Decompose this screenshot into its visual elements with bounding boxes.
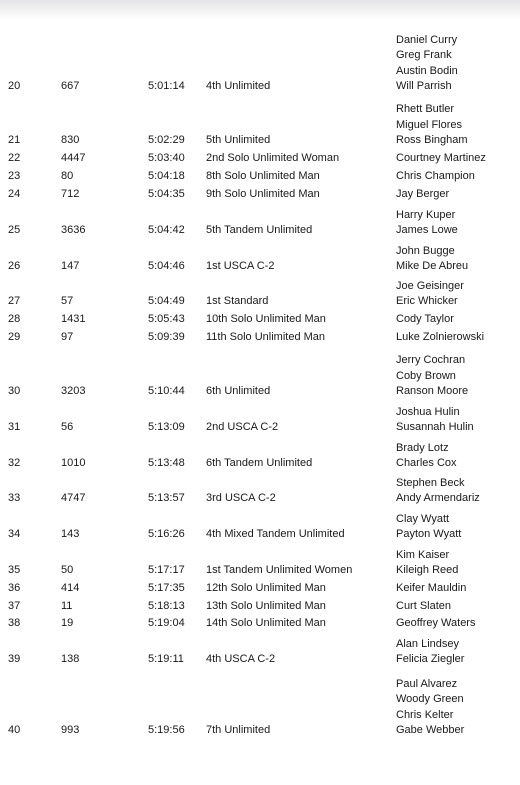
finish-time-cell: 5:19:56	[148, 724, 185, 736]
class-result-cell: 9th Solo Unlimited Man	[206, 188, 320, 200]
result-row	[0, 476, 520, 505]
finish-time-cell: 5:04:49	[148, 295, 185, 307]
crew-member-name: Chris Champion	[396, 170, 475, 183]
boat-number-cell: 3203	[61, 385, 86, 397]
place-cell: 31	[8, 421, 21, 433]
crew-list	[396, 187, 449, 203]
boat-number-cell: 97	[61, 331, 74, 343]
result-row	[0, 441, 520, 470]
crew-member-name: Harry Kuper	[396, 208, 456, 221]
crew-list	[396, 244, 468, 275]
result-row	[0, 617, 520, 630]
boat-number-cell: 414	[61, 582, 80, 594]
class-result-cell: 7th Unlimited	[206, 724, 271, 736]
finish-time-cell: 5:16:26	[148, 528, 185, 540]
place-cell: 27	[8, 295, 21, 307]
crew-member-name: Eric Whicker	[396, 295, 458, 308]
crew-member-name: Rhett Butler	[396, 103, 455, 116]
crew-list	[396, 599, 451, 615]
crew-member-name: Charles Cox	[396, 457, 457, 470]
crew-member-name: Coby Brown	[396, 369, 456, 382]
finish-time-cell: 5:13:09	[148, 421, 185, 433]
crew-member-name: Andy Armendariz	[396, 492, 480, 505]
finish-time-cell: 5:17:17	[148, 564, 185, 576]
boat-number-cell: 57	[61, 295, 74, 307]
place-cell: 38	[8, 617, 21, 629]
crew-list	[396, 312, 454, 328]
place-cell: 22	[8, 152, 21, 164]
boat-number-cell: 712	[61, 188, 80, 200]
crew-member-name: Stephen Beck	[396, 476, 465, 489]
crew-list	[396, 677, 464, 739]
crew-member-name: Ross Bingham	[396, 134, 468, 147]
result-row	[0, 208, 520, 237]
place-cell: 29	[8, 331, 21, 343]
crew-list	[396, 102, 468, 149]
crew-member-name: Will Parrish	[396, 80, 452, 93]
boat-number-cell: 56	[61, 421, 74, 433]
boat-number-cell: 1010	[61, 457, 86, 469]
class-result-cell: 1st Standard	[206, 295, 269, 307]
place-cell: 28	[8, 313, 21, 325]
place-cell: 24	[8, 188, 21, 200]
class-result-cell: 2nd USCA C-2	[206, 421, 279, 433]
result-row	[0, 152, 520, 165]
boat-number-cell: 80	[61, 170, 74, 182]
result-row	[0, 331, 520, 344]
result-row	[0, 33, 520, 93]
result-row	[0, 103, 520, 147]
class-result-cell: 4th Mixed Tandem Unlimited	[206, 528, 345, 540]
crew-list	[396, 330, 484, 346]
result-row	[0, 313, 520, 326]
finish-time-cell: 5:13:48	[148, 457, 185, 469]
boat-number-cell: 1431	[61, 313, 86, 325]
place-cell: 23	[8, 170, 21, 182]
place-cell: 20	[8, 80, 21, 92]
finish-time-cell: 5:19:04	[148, 617, 185, 629]
crew-member-name: Cody Taylor	[396, 313, 454, 326]
crew-member-name: Joshua Hulin	[396, 405, 460, 418]
finish-time-cell: 5:10:44	[148, 385, 185, 397]
crew-member-name: Felicia Ziegler	[396, 653, 465, 666]
crew-member-name: Clay Wyatt	[396, 512, 450, 525]
place-cell: 34	[8, 528, 21, 540]
place-cell: 21	[8, 134, 21, 146]
crew-list	[396, 208, 458, 239]
crew-member-name: Gabe Webber	[396, 724, 465, 737]
crew-list	[396, 637, 464, 668]
class-result-cell: 3rd USCA C-2	[206, 492, 276, 504]
class-result-cell: 6th Tandem Unlimited	[206, 457, 313, 469]
class-result-cell: 5th Tandem Unlimited	[206, 224, 313, 236]
place-cell: 30	[8, 385, 21, 397]
crew-list	[396, 548, 458, 579]
finish-time-cell: 5:19:11	[148, 653, 184, 665]
boat-number-cell: 11	[61, 600, 73, 612]
result-row	[0, 354, 520, 398]
finish-time-cell: 5:09:39	[148, 331, 185, 343]
boat-number-cell: 993	[61, 724, 80, 736]
crew-list	[396, 476, 480, 507]
boat-number-cell: 4747	[61, 492, 86, 504]
finish-time-cell: 5:02:29	[148, 134, 185, 146]
finish-time-cell: 5:18:13	[148, 600, 185, 612]
finish-time-cell: 5:17:35	[148, 582, 185, 594]
boat-number-cell: 4447	[61, 152, 86, 164]
result-row	[0, 677, 520, 737]
crew-member-name: James Lowe	[396, 224, 458, 237]
finish-time-cell: 5:04:18	[148, 170, 185, 182]
crew-member-name: Chris Kelter	[396, 708, 454, 721]
class-result-cell: 6th Unlimited	[206, 385, 271, 397]
boat-number-cell: 138	[61, 653, 80, 665]
crew-member-name: Curt Slaten	[396, 600, 452, 613]
boat-number-cell: 19	[61, 617, 74, 629]
place-cell: 39	[8, 653, 21, 665]
finish-time-cell: 5:04:35	[148, 188, 185, 200]
result-row	[0, 600, 520, 613]
result-row	[0, 637, 520, 666]
boat-number-cell: 50	[61, 564, 74, 576]
crew-list	[396, 33, 458, 95]
class-result-cell: 4th USCA C-2	[206, 653, 276, 665]
crew-list	[396, 151, 486, 167]
class-result-cell: 4th Unlimited	[206, 80, 271, 92]
crew-member-name: Paul Alvarez	[396, 677, 458, 690]
crew-member-name: Greg Frank	[396, 49, 452, 62]
crew-member-name: Kileigh Reed	[396, 564, 459, 577]
finish-time-cell: 5:04:46	[148, 260, 185, 272]
finish-time-cell: 5:01:14	[148, 80, 185, 92]
crew-list	[396, 581, 466, 597]
crew-member-name: Daniel Curry	[396, 33, 458, 46]
class-result-cell: 12th Solo Unlimited Man	[206, 582, 326, 594]
crew-member-name: Jerry Cochran	[396, 354, 466, 367]
crew-member-name: Payton Wyatt	[396, 528, 462, 541]
class-result-cell: 13th Solo Unlimited Man	[206, 600, 326, 612]
boat-number-cell: 667	[61, 80, 80, 92]
class-result-cell: 2nd Solo Unlimited Woman	[206, 152, 340, 164]
finish-time-cell: 5:04:42	[148, 224, 185, 236]
crew-member-name: Austin Bodin	[396, 64, 458, 77]
crew-list	[396, 616, 475, 632]
boat-number-cell: 147	[61, 260, 80, 272]
crew-member-name: Keifer Mauldin	[396, 582, 467, 595]
result-row	[0, 548, 520, 577]
crew-list	[396, 405, 474, 436]
finish-time-cell: 5:05:43	[148, 313, 185, 325]
crew-member-name: Luke Zolnierowski	[396, 331, 485, 344]
result-row	[0, 405, 520, 434]
crew-member-name: Alan Lindsey	[396, 637, 459, 650]
boat-number-cell: 3636	[61, 224, 86, 236]
crew-member-name: Courtney Martinez	[396, 152, 486, 165]
crew-list	[396, 512, 461, 543]
crew-list	[396, 353, 468, 400]
crew-list	[396, 441, 457, 472]
place-cell: 36	[8, 582, 21, 594]
class-result-cell: 5th Unlimited	[206, 134, 271, 146]
boat-number-cell: 830	[61, 134, 80, 146]
crew-member-name: Geoffrey Waters	[396, 617, 476, 630]
boat-number-cell: 143	[61, 528, 80, 540]
crew-member-name: Jay Berger	[396, 188, 450, 201]
class-result-cell: 11th Solo Unlimited Man	[206, 331, 326, 343]
result-row	[0, 170, 520, 183]
crew-member-name: Woody Green	[396, 693, 464, 706]
place-cell: 26	[8, 260, 21, 272]
crew-member-name: Brady Lotz	[396, 441, 449, 454]
class-result-cell: 1st USCA C-2	[206, 260, 275, 272]
crew-member-name: Ranson Moore	[396, 385, 469, 398]
class-result-cell: 14th Solo Unlimited Man	[206, 617, 326, 629]
finish-time-cell: 5:03:40	[148, 152, 185, 164]
crew-member-name: Joe Geisinger	[396, 279, 464, 292]
class-result-cell: 8th Solo Unlimited Man	[206, 170, 320, 182]
crew-member-name: Miguel Flores	[396, 118, 463, 131]
result-row	[0, 279, 520, 308]
crew-member-name: Susannah Hulin	[396, 421, 474, 434]
result-row	[0, 512, 520, 541]
crew-member-name: Kim Kaiser	[396, 548, 450, 561]
crew-member-name: Mike De Abreu	[396, 260, 469, 273]
result-row	[0, 188, 520, 201]
result-row	[0, 582, 520, 595]
crew-member-name: John Bugge	[396, 244, 455, 257]
class-result-cell: 10th Solo Unlimited Man	[206, 313, 326, 325]
result-row	[0, 244, 520, 273]
class-result-cell: 1st Tandem Unlimited Women	[206, 564, 353, 576]
place-cell: 33	[8, 492, 21, 504]
finish-time-cell: 5:13:57	[148, 492, 185, 504]
crew-list	[396, 279, 464, 310]
place-cell: 35	[8, 564, 21, 576]
place-cell: 37	[8, 600, 21, 612]
place-cell: 40	[8, 724, 21, 736]
place-cell: 32	[8, 457, 21, 469]
crew-list	[396, 169, 475, 185]
place-cell: 25	[8, 224, 21, 236]
